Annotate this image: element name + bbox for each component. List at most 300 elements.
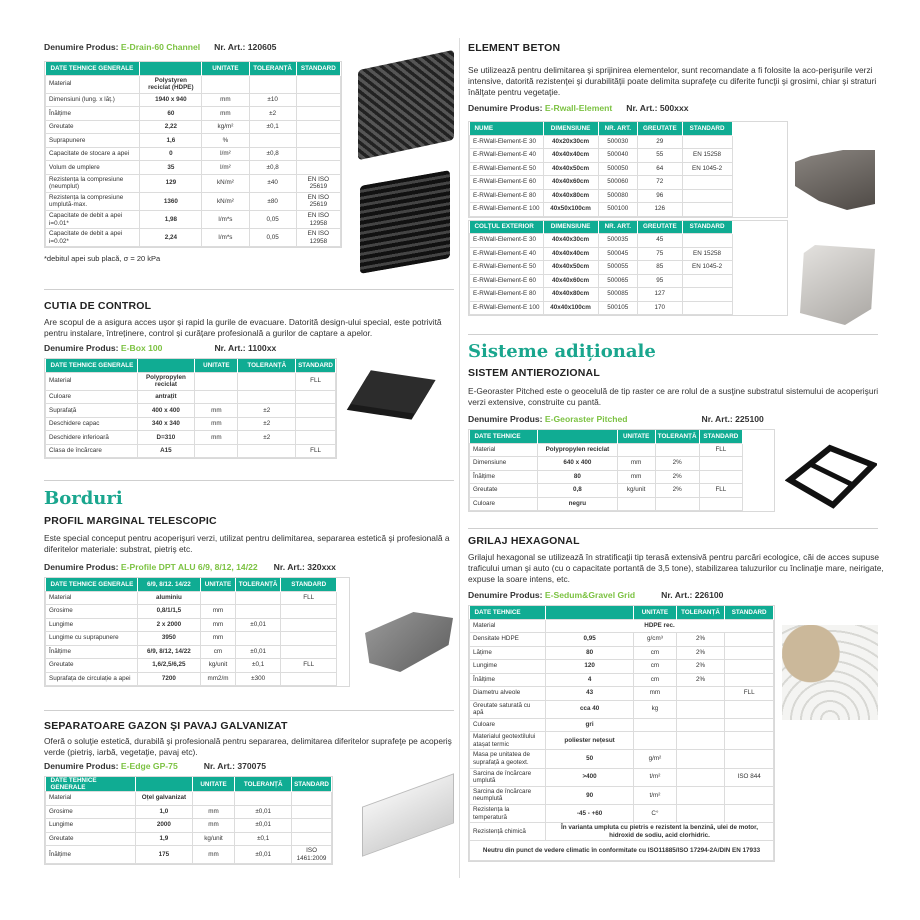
table-cell: D=310 xyxy=(137,431,195,445)
table-cell: ISO 1461:2009 xyxy=(292,846,332,864)
table-cell: Dimensiune xyxy=(470,457,538,471)
table-row xyxy=(470,750,774,768)
table-cell: 40x40x40cm xyxy=(543,149,598,163)
table-cell: 340 x 340 xyxy=(137,417,195,431)
table-cell xyxy=(236,632,281,646)
product-name: E-Georaster Pitched xyxy=(544,414,628,424)
table-cell: A15 xyxy=(137,444,195,458)
table-cell: 2,22 xyxy=(140,120,202,134)
section-title: ELEMENT BETON xyxy=(468,42,561,54)
drain-spec-table xyxy=(44,61,342,248)
product-line xyxy=(44,761,456,772)
table-cell: Greutate xyxy=(46,120,140,134)
table-cell: 175 xyxy=(136,846,193,864)
description: Oferă o soluţie estetică, durabilă şi profesională pentru separarea, delimitarea diferitelor suprafeţe pe acoperiş verde (pietriş, iarbă, vegetaţie, pavaj etc). xyxy=(44,736,452,757)
table-cell xyxy=(655,497,699,511)
table-row xyxy=(470,660,774,674)
table-cell: mm xyxy=(192,846,235,864)
column-header xyxy=(137,359,195,372)
table-cell: Greutate xyxy=(470,484,538,498)
table-row xyxy=(46,659,337,673)
table-row xyxy=(470,633,774,647)
table-row xyxy=(470,841,774,861)
table-cell xyxy=(699,470,743,484)
table-cell: 500040 xyxy=(598,149,637,163)
table-cell: Grosime xyxy=(46,605,138,619)
table-cell: Rezistența la compresiune umplută-max. xyxy=(46,192,140,210)
product-name: E-Profile DPT ALU 6/9, 8/12, 14/22 xyxy=(120,562,258,572)
table-cell: mm xyxy=(617,470,655,484)
table-cell xyxy=(280,618,337,632)
column-header: UNITATE xyxy=(202,62,249,75)
table-cell xyxy=(238,444,296,458)
table-row xyxy=(46,672,337,686)
table-cell: 75 xyxy=(638,247,683,261)
table-cell: E-RWall-Element-E 80 xyxy=(470,189,544,203)
article-number: 320xxx xyxy=(307,562,336,572)
table-cell: 40x40x100cm xyxy=(543,301,598,315)
table-cell: 50 xyxy=(546,750,634,768)
table-cell: În varianta umpluta cu pietris e rezistent la benzină, ulei de motor, hidroxid de sodiu, acid clorhidric. xyxy=(546,823,774,841)
table-cell: Suprafața de circulație a apei xyxy=(46,672,138,686)
table-row xyxy=(46,819,332,833)
table-cell xyxy=(236,605,281,619)
table-row xyxy=(46,431,336,445)
column-header: DATE TEHNICE xyxy=(470,606,546,619)
table-row xyxy=(46,444,336,458)
table-cell: cm xyxy=(634,673,677,687)
table-cell: E-RWall-Element-E 40 xyxy=(470,247,544,261)
column-header xyxy=(546,606,634,619)
table-cell: mm xyxy=(200,632,236,646)
table-cell xyxy=(676,768,725,786)
description: Este special conceput pentru acoperişuri verzi, utilizat pentru delimitarea, separarea estetică şi profesională a diferitelor materiale: substrat, pietriş etc. xyxy=(44,533,450,554)
table-cell: Deschidere inferioară xyxy=(46,431,138,445)
column-header: STANDARD xyxy=(725,606,774,619)
table-cell: 43 xyxy=(546,687,634,701)
column-header: STANDARD xyxy=(280,578,337,591)
table-cell xyxy=(676,700,725,718)
table-cell xyxy=(682,288,732,302)
product-name: E-Box 100 xyxy=(120,343,163,353)
table-cell: Greutate saturată cu apă xyxy=(470,700,546,718)
table-cell: cm xyxy=(634,660,677,674)
table-cell: 1940 x 940 xyxy=(140,93,202,107)
table-cell: mm xyxy=(202,107,249,121)
table-cell: EN ISO 25619 xyxy=(296,192,340,210)
table-cell: 2% xyxy=(676,660,725,674)
table-row xyxy=(470,718,774,732)
table-cell: 7200 xyxy=(138,672,200,686)
table-cell xyxy=(725,732,774,750)
table-cell: FLL xyxy=(296,372,336,390)
column-header xyxy=(140,62,202,75)
table-cell: Sarcina de încărcare neumplută xyxy=(470,786,546,804)
table-cell xyxy=(682,301,732,315)
column-header: UNITATE xyxy=(195,359,238,372)
product-name: E-Drain-60 Channel xyxy=(120,42,201,52)
table-cell xyxy=(634,732,677,750)
table-cell: kN/m² xyxy=(202,174,249,192)
table-cell: Material xyxy=(46,591,138,605)
table-cell: ±0,01 xyxy=(235,805,292,819)
table-cell xyxy=(296,404,336,418)
table-cell: >400 xyxy=(546,768,634,786)
table-cell: Grosime xyxy=(46,805,136,819)
table-cell: 0,05 xyxy=(249,211,296,229)
label: Nr. Art.: xyxy=(214,343,246,353)
table-cell: Material xyxy=(470,619,546,633)
column-header: TOLERANȚĂ xyxy=(655,430,699,443)
box-spec-table xyxy=(44,358,337,459)
table-row xyxy=(470,700,774,718)
table-cell: 80 xyxy=(546,646,634,660)
table-cell: ISO 844 xyxy=(725,768,774,786)
table-cell: Polypropylen reciclat xyxy=(137,372,195,390)
grid-table xyxy=(468,605,775,862)
table-cell: 170 xyxy=(638,301,683,315)
section-title: SEPARATOARE GAZON ŞI PAVAJ GALVANIZAT xyxy=(44,720,288,732)
table-cell xyxy=(682,135,732,149)
table-cell: 40x40x50cm xyxy=(543,162,598,176)
table-cell xyxy=(249,75,296,93)
table-cell: 35 xyxy=(140,161,202,175)
label: Nr. Art.: xyxy=(214,42,246,52)
label: Denumire Produs: xyxy=(44,761,119,771)
table-cell: 55 xyxy=(638,149,683,163)
table-cell: Materialul geotextilului atașat termic xyxy=(470,732,546,750)
table-row xyxy=(46,390,336,404)
table-cell: Înălțime xyxy=(470,470,538,484)
table-cell: 2,24 xyxy=(140,229,202,247)
table-cell xyxy=(655,443,699,457)
table-cell: 40x40x80cm xyxy=(543,189,598,203)
table-cell: 40x40x60cm xyxy=(543,274,598,288)
table-cell xyxy=(292,819,332,833)
column-header: TOLERANȚĂ xyxy=(249,62,296,75)
table-row xyxy=(46,107,341,121)
table-cell: ±2 xyxy=(238,431,296,445)
table-cell xyxy=(296,431,336,445)
table-cell: 2% xyxy=(655,470,699,484)
table-row xyxy=(46,192,341,210)
table-cell: Lungime xyxy=(46,618,138,632)
table-cell: l/m² xyxy=(202,147,249,161)
table-cell: 0,95 xyxy=(546,633,634,647)
table-row xyxy=(46,417,336,431)
table-cell: kN/m² xyxy=(202,192,249,210)
table-cell: Înălțime xyxy=(470,673,546,687)
table-cell: Înălțime xyxy=(46,645,138,659)
table-cell: 2000 xyxy=(136,819,193,833)
table-cell: aluminiu xyxy=(138,591,200,605)
table-cell: 40x40x40cm xyxy=(543,247,598,261)
table-cell: Sarcina de încărcare umplută xyxy=(470,768,546,786)
table-cell xyxy=(676,732,725,750)
table-cell: 500055 xyxy=(598,261,637,275)
table-cell: 40x20x30cm xyxy=(543,135,598,149)
divider xyxy=(468,528,878,529)
table-cell: 2% xyxy=(655,457,699,471)
table-cell: 3950 xyxy=(138,632,200,646)
table-cell: Material xyxy=(46,75,140,93)
table-row xyxy=(46,645,337,659)
table-cell: mm xyxy=(202,93,249,107)
table-row xyxy=(470,203,733,217)
table-cell xyxy=(682,189,732,203)
table-cell: Volum de umplere xyxy=(46,161,140,175)
table-cell: Polypropylen reciclat xyxy=(538,443,617,457)
table-row xyxy=(46,832,332,846)
table-row xyxy=(46,618,337,632)
column-divider xyxy=(459,38,460,878)
table-row xyxy=(46,211,341,229)
table-cell: E-RWall-Element-E 60 xyxy=(470,176,544,190)
table-cell xyxy=(296,161,340,175)
table-cell: kg/unit xyxy=(200,659,236,673)
label: Denumire Produs: xyxy=(468,414,543,424)
table-cell xyxy=(280,645,337,659)
table-row xyxy=(470,470,743,484)
table-cell: 1,98 xyxy=(140,211,202,229)
table-cell: % xyxy=(202,134,249,148)
table-cell xyxy=(296,120,340,134)
table-cell: ±80 xyxy=(249,192,296,210)
table-cell: EN ISO 12958 xyxy=(296,211,340,229)
table-cell: 85 xyxy=(638,261,683,275)
table-cell: Deschidere capac xyxy=(46,417,138,431)
table-cell: E-RWall-Element-E 60 xyxy=(470,274,544,288)
table-cell: Greutate xyxy=(46,832,136,846)
table-cell xyxy=(292,792,332,806)
column-header: COLŢUL EXTERIOR xyxy=(470,221,544,234)
label: Denumire Produs: xyxy=(44,562,119,572)
column-header: UNITATE xyxy=(617,430,655,443)
column-header: NUME xyxy=(470,122,544,135)
description: Are scopul de a asigura acces ușor și rapid la gurile de evacuare. Datorită design-ului special, este potrivită pentru instalare, întreținere, control și curățare profesională a gurilor de captare a apelor. xyxy=(44,317,442,338)
column-header: DATE TEHNICE GENERALE xyxy=(46,359,138,372)
table-cell: ±0,1 xyxy=(235,832,292,846)
table-cell: l/m*s xyxy=(202,229,249,247)
table-cell: gri xyxy=(546,718,634,732)
table-cell: 500065 xyxy=(598,274,637,288)
table-cell: Clasa de încărcare xyxy=(46,444,138,458)
table-cell xyxy=(202,75,249,93)
section-title: CUTIA DE CONTROL xyxy=(44,300,152,312)
article-number: 226100 xyxy=(694,590,724,600)
table-cell: 500080 xyxy=(598,189,637,203)
table-cell xyxy=(195,444,238,458)
table-cell: cm xyxy=(200,645,236,659)
table-cell: 40x50x100cm xyxy=(543,203,598,217)
table-cell xyxy=(238,372,296,390)
table-cell: ±2 xyxy=(238,404,296,418)
product-line xyxy=(44,562,456,573)
column-header: TOLERANȚĂ xyxy=(676,606,725,619)
column-header: DATE TEHNICE GENERALE xyxy=(46,578,138,591)
table-cell: ±0,01 xyxy=(236,645,281,659)
table-cell: ±0,01 xyxy=(235,819,292,833)
table-cell xyxy=(725,660,774,674)
table-cell xyxy=(292,832,332,846)
column-header: 6/9, 8/12. 14/22 xyxy=(138,578,200,591)
table-row xyxy=(46,632,337,646)
table-row xyxy=(470,804,774,822)
table-cell: 640 x 400 xyxy=(538,457,617,471)
table-cell: kg/unit xyxy=(617,484,655,498)
table-cell: E-RWall-Element-E 100 xyxy=(470,301,544,315)
edge-spec-table xyxy=(44,776,333,865)
table-row xyxy=(470,457,743,471)
georaster-image xyxy=(785,440,877,510)
label: Denumire Produs: xyxy=(468,590,543,600)
column-header xyxy=(136,777,193,792)
section-title: GRILAJ HEXAGONAL xyxy=(468,535,580,547)
table-cell: 1,0 xyxy=(136,805,193,819)
table-cell: antrațit xyxy=(137,390,195,404)
table-cell xyxy=(682,274,732,288)
table-cell: 29 xyxy=(638,135,683,149)
table-cell xyxy=(725,718,774,732)
table-row xyxy=(470,687,774,701)
table-cell: ±0,8 xyxy=(249,161,296,175)
column-header: STANDARD xyxy=(296,359,336,372)
description: E-Georaster Pitched este o geocelulă de tip raster ce are rolul de a susţine substratul sistemului de acoperişuri verzi extensive, construite cu pantă. xyxy=(468,386,879,407)
table-cell: cm xyxy=(634,646,677,660)
table-cell xyxy=(296,390,336,404)
table-cell: mm xyxy=(192,819,235,833)
table-cell: 40x40x50cm xyxy=(543,261,598,275)
table-cell xyxy=(682,234,732,248)
table-cell: Suprapunere xyxy=(46,134,140,148)
product-line xyxy=(44,42,344,53)
table-cell: 40x40x80cm xyxy=(543,288,598,302)
hex-grid-image xyxy=(782,625,878,720)
table-cell xyxy=(296,147,340,161)
table-row xyxy=(470,823,774,841)
label: Nr. Art.: xyxy=(626,103,658,113)
table-cell: ±0,1 xyxy=(249,120,296,134)
table-cell: 1,6/2,5/6,25 xyxy=(138,659,200,673)
table-cell xyxy=(725,786,774,804)
table-cell: 80 xyxy=(538,470,617,484)
table-cell xyxy=(195,372,238,390)
beton-table xyxy=(468,121,788,218)
table-cell xyxy=(296,107,340,121)
table-cell: kg/unit xyxy=(192,832,235,846)
table-row xyxy=(470,288,733,302)
table-cell: 500060 xyxy=(598,176,637,190)
product-name: E-Rwall-Element xyxy=(544,103,613,113)
table-cell: Înălțime xyxy=(46,107,140,121)
table-cell: Polystyren reciclat (HDPE) xyxy=(140,75,202,93)
column-header: DIMENSIUNE xyxy=(543,221,598,234)
table-cell: Densitate HDPE xyxy=(470,633,546,647)
product-name: E-Sedum&Gravel Grid xyxy=(544,590,636,600)
table-cell xyxy=(682,203,732,217)
table-cell: 64 xyxy=(638,162,683,176)
georaster-table xyxy=(468,429,775,512)
footnote: *debitul apei sub placă, σ = 20 kPa xyxy=(44,254,161,264)
table-cell xyxy=(195,390,238,404)
label: Denumire Produs: xyxy=(468,103,543,113)
table-cell xyxy=(699,497,743,511)
table-cell: E-RWall-Element-E 40 xyxy=(470,149,544,163)
table-cell: ±10 xyxy=(249,93,296,107)
table-cell xyxy=(192,792,235,806)
section-heading: Sisteme adiționale xyxy=(468,341,656,362)
table-cell: 2% xyxy=(655,484,699,498)
column-header: DATE TEHNICE xyxy=(470,430,538,443)
column-header: STANDARD xyxy=(682,122,732,135)
table-cell: EN 15258 xyxy=(682,149,732,163)
table-cell xyxy=(296,75,340,93)
table-cell: Înălțime xyxy=(46,846,136,864)
column-header: UNITATE xyxy=(200,578,236,591)
column-header: DIMENSIUNE xyxy=(543,122,598,135)
column-header: GREUTATE xyxy=(638,221,683,234)
table-cell: Diametru alveole xyxy=(470,687,546,701)
table-cell xyxy=(725,804,774,822)
table-cell: E-RWall-Element-E 30 xyxy=(470,135,544,149)
table-cell: g/cm³ xyxy=(634,633,677,647)
table-row xyxy=(46,75,341,93)
table-cell xyxy=(676,718,725,732)
table-cell: mm xyxy=(195,431,238,445)
table-row xyxy=(46,147,341,161)
column-header: DATE TEHNICE GENERALE xyxy=(46,62,140,75)
section-title: SISTEM ANTIEROZIONAL xyxy=(468,367,600,379)
table-cell xyxy=(280,672,337,686)
table-cell: FLL xyxy=(699,443,743,457)
label: Nr. Art.: xyxy=(203,761,235,771)
table-cell: Capacitate de debit a apei i=0.01* xyxy=(46,211,140,229)
table-cell: C° xyxy=(634,804,677,822)
table-cell: mm xyxy=(617,457,655,471)
table-cell: ±0,01 xyxy=(235,846,292,864)
table-cell: 500085 xyxy=(598,288,637,302)
label: Nr. Art.: xyxy=(701,414,733,424)
table-cell: 500105 xyxy=(598,301,637,315)
table-row xyxy=(46,805,332,819)
table-row xyxy=(46,120,341,134)
table-row xyxy=(46,404,336,418)
table-cell: -45 - +60 xyxy=(546,804,634,822)
table-cell xyxy=(235,792,292,806)
table-cell: EN ISO 12958 xyxy=(296,229,340,247)
table-cell: 500100 xyxy=(598,203,637,217)
table-cell: l/m² xyxy=(202,161,249,175)
table-cell: mm xyxy=(195,417,238,431)
table-row xyxy=(470,162,733,176)
column-header: GREUTATE xyxy=(638,122,683,135)
table-row xyxy=(470,234,733,248)
table-cell: FLL xyxy=(280,659,337,673)
table-cell: t/m² xyxy=(634,768,677,786)
column-header: TOLERANȚĂ xyxy=(235,777,292,792)
label: Nr. Art.: xyxy=(661,590,693,600)
table-cell: EN ISO 25619 xyxy=(296,174,340,192)
table-cell: Culoare xyxy=(470,497,538,511)
table-cell: 1,6 xyxy=(140,134,202,148)
table-cell: Masa pe unitatea de suprafață a geotext. xyxy=(470,750,546,768)
table-cell: 40x40x30cm xyxy=(543,234,598,248)
column-header: TOLERANȚĂ xyxy=(236,578,281,591)
table-cell: Lungime xyxy=(46,819,136,833)
table-cell: 2% xyxy=(676,673,725,687)
description: Grilajul hexagonal se utilizează în stratificaţii tip terasă extensivă pentru parcări ecologice, căi de acces supuse traficului uman şi auto (cu o capacitate portantă de 3,5 tone), stabilizarea taluzurilor cu înclinaţie mare, neirigate, expuse la soare intens, etc. xyxy=(468,552,884,584)
table-cell: 2 x 2000 xyxy=(138,618,200,632)
